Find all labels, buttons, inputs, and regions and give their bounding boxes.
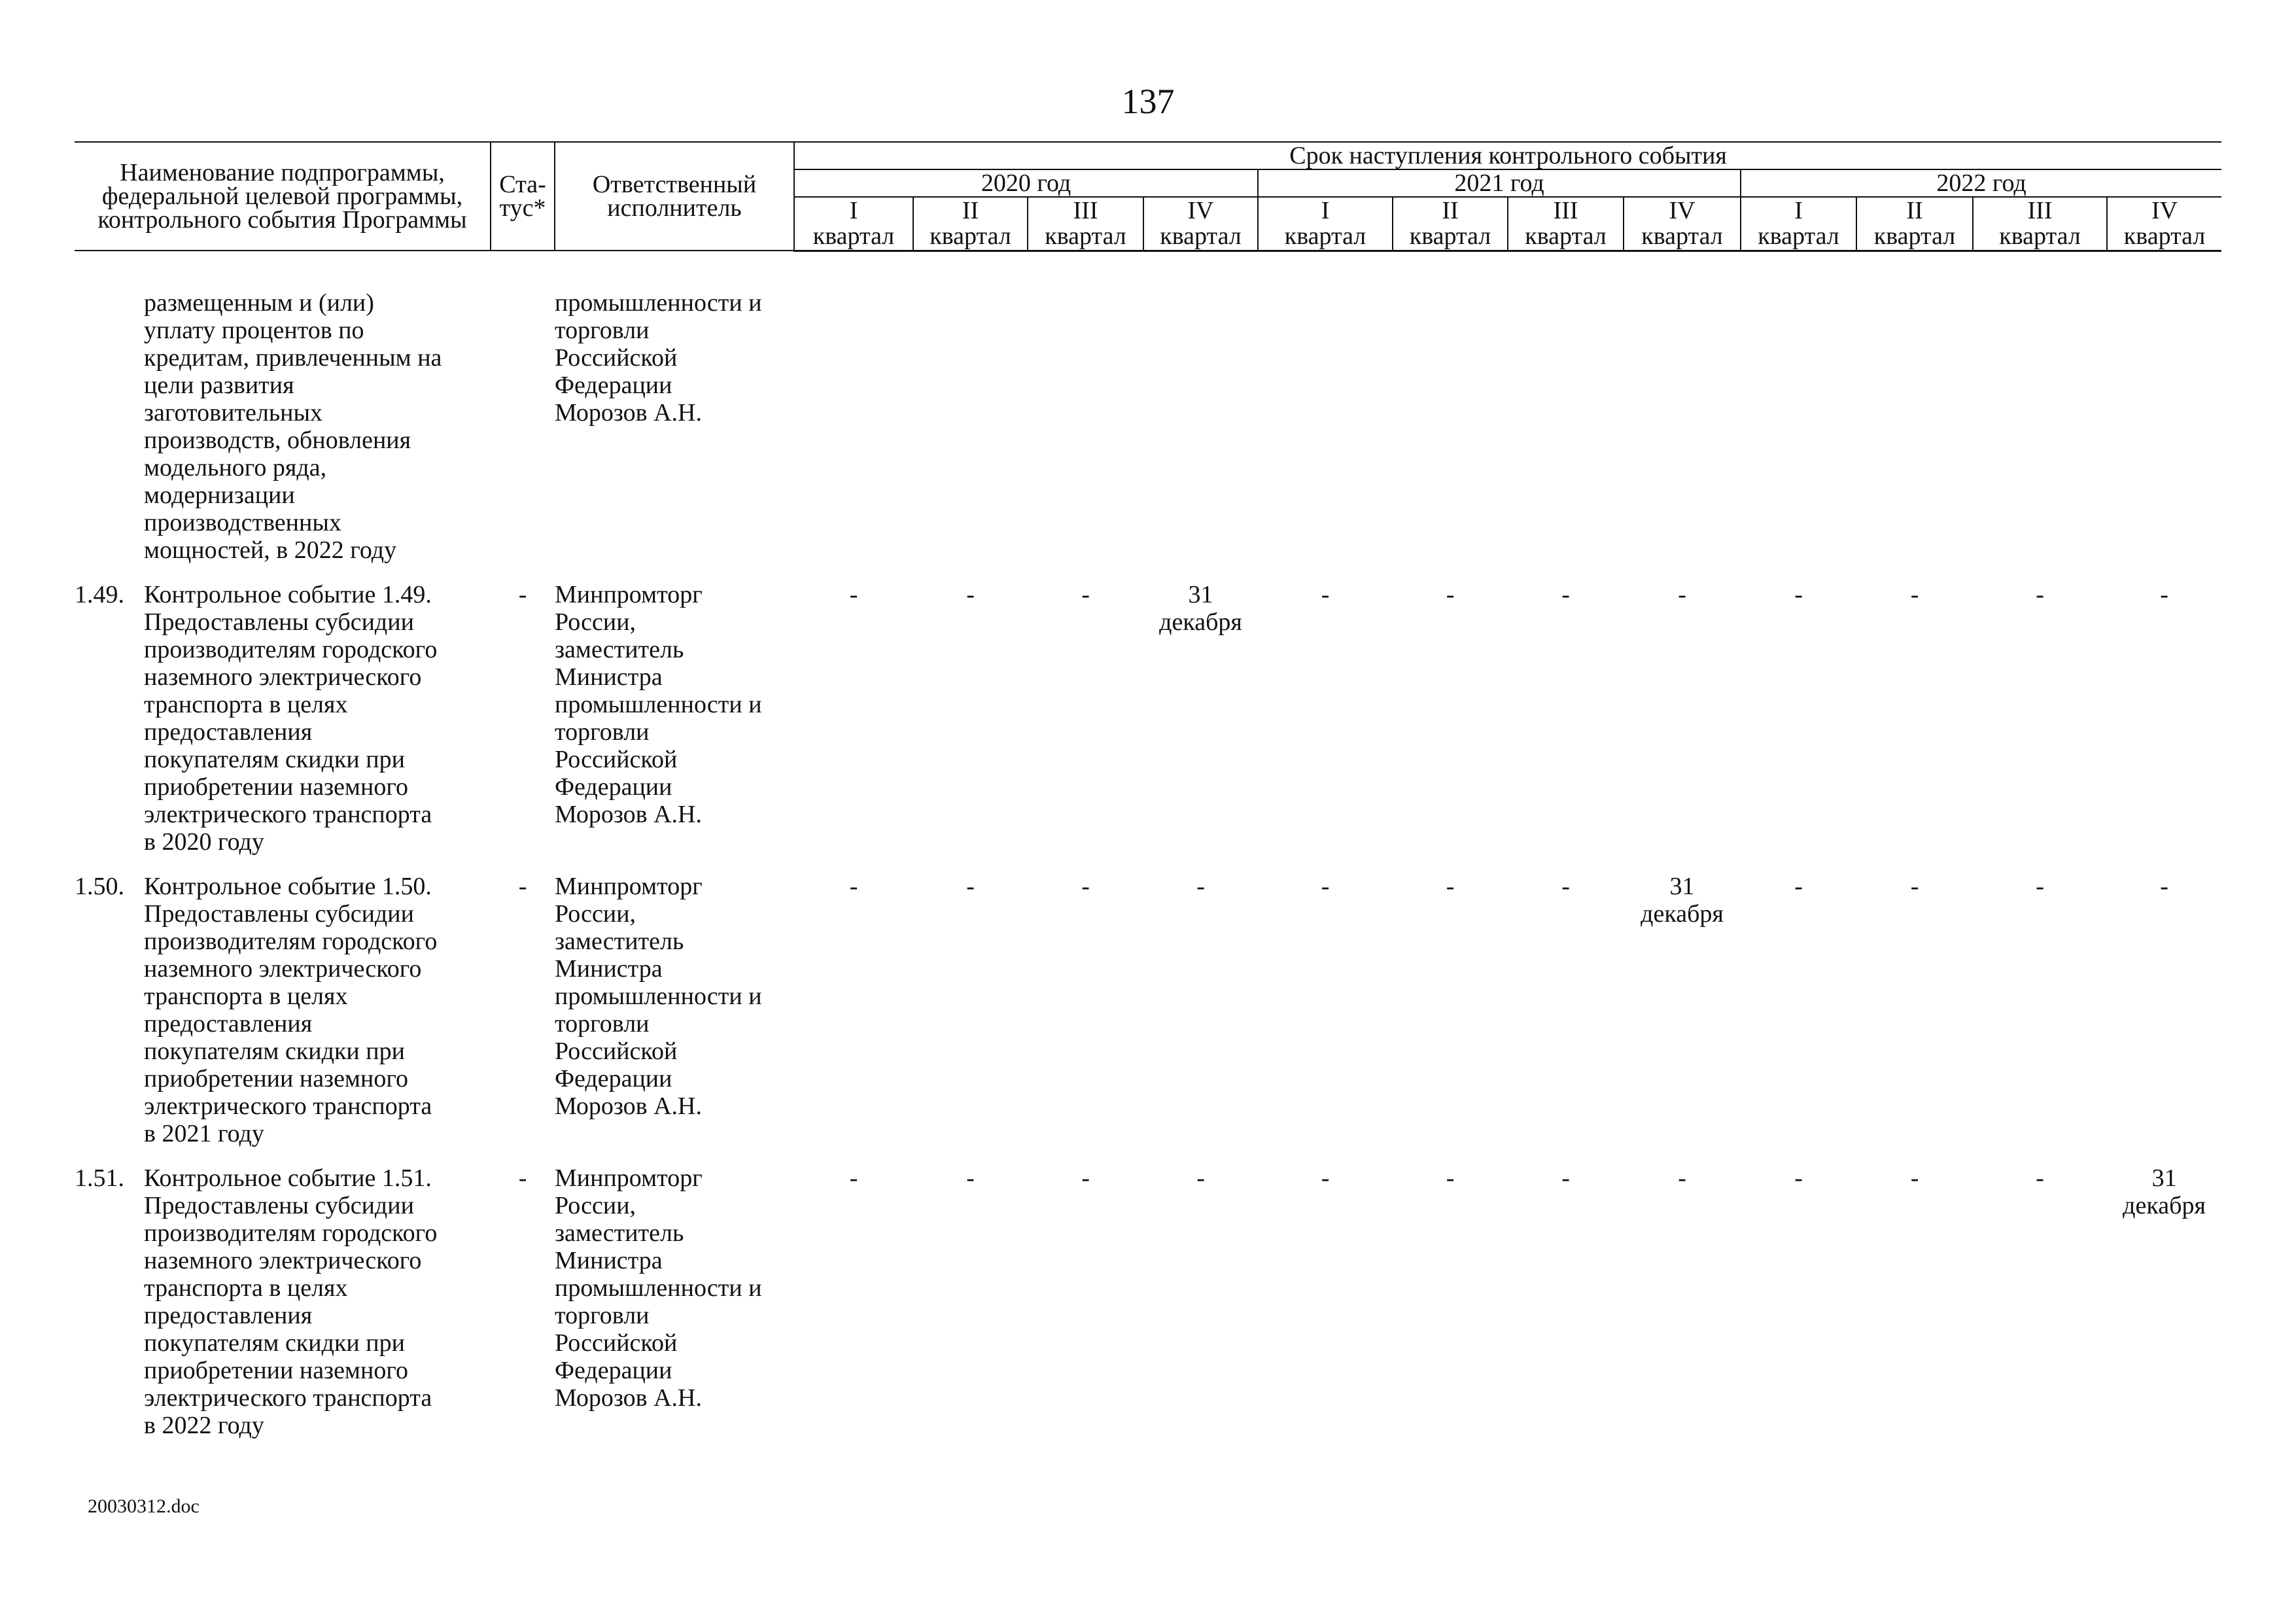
quarter-word: квартал — [794, 223, 913, 251]
event-name-line: приобретении наземного — [144, 1065, 408, 1092]
quarter-cell — [1741, 251, 1856, 577]
quarter-word: квартал — [913, 223, 1028, 251]
quarter-cell-line: декабря — [2123, 1192, 2206, 1219]
event-name-line: электрического транспорта — [144, 1092, 432, 1120]
quarter-cell: - — [1794, 1164, 1803, 1192]
event-name-line: в 2020 году — [144, 828, 264, 856]
event-name-line: приобретении наземного — [144, 1357, 408, 1384]
table-body — [75, 251, 2221, 1452]
event-name-line: приобретении наземного — [144, 773, 408, 801]
quarter-cell: - — [1561, 1164, 1570, 1192]
quarter-word: квартал — [1973, 223, 2107, 251]
quarter-cell — [1143, 251, 1258, 577]
executor-cell — [555, 869, 794, 1161]
event-name-line: электрического транспорта — [144, 801, 432, 828]
status-cell: - — [518, 1164, 527, 1192]
event-name-line: Предоставлены субсидии — [144, 608, 414, 636]
executor-header-line: Ответственный — [592, 171, 757, 198]
quarter-word: квартал — [2107, 223, 2221, 251]
quarter-cell — [2107, 1161, 2221, 1452]
event-name-line: Контрольное событие 1.51. — [144, 1164, 432, 1192]
event-name-line: модернизации — [144, 481, 295, 509]
executor-line: заместитель — [555, 1219, 684, 1247]
quarter-cell: - — [966, 581, 975, 608]
executor-line: Российской — [555, 1329, 678, 1357]
status-header-line: тус* — [499, 194, 546, 222]
event-name-line: Предоставлены субсидии — [144, 1192, 414, 1219]
quarter-numeral: IV — [1624, 197, 1741, 223]
quarter-numeral: II — [1393, 197, 1508, 223]
executor-cell — [555, 1161, 794, 1452]
quarter-cell: - — [2160, 581, 2168, 608]
quarter-cell: - — [1794, 581, 1803, 608]
executor-line: торговли — [555, 1010, 650, 1038]
quarter-cell: - — [1678, 1164, 1686, 1192]
quarter-cell-line: декабря — [1641, 900, 1724, 928]
executor-line: России, — [555, 1192, 636, 1219]
quarter-cell: - — [1446, 873, 1455, 900]
quarter-word: квартал — [1508, 223, 1624, 251]
event-name-line: производителям городского — [144, 1219, 438, 1247]
executor-line: Федерации — [555, 372, 672, 399]
event-name-line: уплату процентов по — [144, 317, 364, 344]
quarter-cell: - — [1446, 581, 1455, 608]
event-name-line: наземного электрического — [144, 955, 422, 983]
year-2022-header: 2022 год — [1741, 169, 2221, 197]
event-name-line: транспорта в целях — [144, 983, 348, 1010]
quarter-cell: - — [1321, 1164, 1330, 1192]
executor-line: заместитель — [555, 636, 684, 663]
executor-line: Федерации — [555, 1357, 672, 1384]
table-row — [75, 869, 2221, 1161]
quarter-cell: - — [1081, 873, 1090, 900]
executor-header-line: исполнитель — [607, 194, 742, 222]
quarter-cell — [2107, 251, 2221, 577]
executor-line: Российской — [555, 746, 678, 773]
quarter-word: квартал — [1624, 223, 1741, 251]
quarter-cell: - — [1081, 581, 1090, 608]
name-header-line: федеральной целевой программы, — [101, 183, 463, 210]
executor-line: торговли — [555, 1302, 650, 1329]
name-column-header — [75, 142, 491, 251]
name-header-line: Наименование подпрограммы, — [120, 159, 445, 186]
status-cell: - — [518, 581, 527, 608]
quarter-cell — [794, 251, 913, 577]
quarter-cell: - — [1794, 873, 1803, 900]
quarter-cell-line: 31 — [2151, 1164, 2177, 1192]
quarter-cell: - — [1196, 873, 1205, 900]
year-2020-header: 2020 год — [794, 169, 1258, 197]
quarter-cell — [1508, 251, 1624, 577]
executor-line: Минпромторг — [555, 1164, 703, 1192]
quarter-word: квартал — [1393, 223, 1508, 251]
quarter-cell: - — [1081, 1164, 1090, 1192]
quarter-cell — [1143, 577, 1258, 869]
status-cell: - — [518, 873, 527, 900]
event-name-line: предоставления — [144, 1302, 313, 1329]
quarter-cell: - — [2036, 581, 2044, 608]
quarter-cell: - — [2036, 873, 2044, 900]
executor-line: заместитель — [555, 928, 684, 955]
event-name-line: покупателям скидки при — [144, 746, 405, 773]
event-name-line: мощностей, в 2022 году — [144, 536, 397, 564]
event-name — [144, 577, 491, 869]
event-name-line: размещенным и (или) — [144, 289, 374, 317]
quarter-word: квартал — [1028, 223, 1143, 251]
quarter-numeral: IV — [1143, 197, 1258, 223]
quarter-word: квартал — [1741, 223, 1856, 251]
event-name-line: покупателям скидки при — [144, 1329, 405, 1357]
quarter-cell-line: декабря — [1159, 608, 1242, 636]
quarter-numeral: II — [1856, 197, 1973, 223]
event-name-line: покупателям скидки при — [144, 1038, 405, 1065]
quarter-cell — [913, 251, 1028, 577]
quarter-cell — [1028, 251, 1143, 577]
event-name-line: производителям городского — [144, 928, 438, 955]
status-column-header — [491, 142, 555, 251]
quarter-cell: - — [849, 873, 858, 900]
status-header-line: Ста- — [499, 171, 546, 198]
quarter-cell-line: 31 — [1188, 581, 1213, 608]
quarter-cell — [1856, 251, 1973, 577]
quarter-cell: - — [1321, 873, 1330, 900]
executor-line: промышленности и — [555, 691, 762, 718]
executor-line: торговли — [555, 718, 650, 746]
quarter-cell: - — [1196, 1164, 1205, 1192]
quarter-numeral: I — [1741, 197, 1856, 223]
executor-line: Федерации — [555, 773, 672, 801]
quarter-cell: - — [1446, 1164, 1455, 1192]
event-name-line: заготовительных — [144, 399, 323, 427]
row-number: 1.49. — [75, 581, 124, 608]
executor-line: России, — [555, 900, 636, 928]
event-name-line: предоставления — [144, 1010, 313, 1038]
executor-line: Морозов А.Н. — [555, 1384, 702, 1412]
quarter-cell: - — [1910, 1164, 1919, 1192]
executor-cell — [555, 577, 794, 869]
status-cell — [491, 251, 555, 577]
event-name-line: электрического транспорта — [144, 1384, 432, 1412]
event-name-line: транспорта в целях — [144, 1274, 348, 1302]
event-name-line: Предоставлены субсидии — [144, 900, 414, 928]
event-name-line: цели развития — [144, 372, 294, 399]
table-row — [75, 577, 2221, 869]
event-name-line: кредитам, привлеченным на — [144, 344, 442, 372]
table-row — [75, 1161, 2221, 1452]
quarter-cell — [1624, 869, 1741, 1161]
event-name-line: производств, обновления — [144, 427, 411, 454]
executor-line: Федерации — [555, 1065, 672, 1092]
executor-line: Морозов А.Н. — [555, 801, 702, 828]
executor-line: Российской — [555, 1038, 678, 1065]
row-number: 1.51. — [75, 1164, 124, 1192]
quarter-word: квартал — [1856, 223, 1973, 251]
quarter-cell: - — [1910, 581, 1919, 608]
quarter-cell: - — [2036, 1164, 2044, 1192]
event-name-line: производственных — [144, 509, 341, 536]
executor-line: Министра — [555, 663, 663, 691]
executor-line: Министра — [555, 1247, 663, 1274]
name-header-line: контрольного события Программы — [97, 206, 467, 234]
quarter-cell: - — [966, 873, 975, 900]
quarter-cell: - — [1678, 581, 1686, 608]
event-name-line: Контрольное событие 1.49. — [144, 581, 432, 608]
quarter-cell: - — [1561, 581, 1570, 608]
executor-line: России, — [555, 608, 636, 636]
executor-line: торговли — [555, 317, 650, 344]
quarter-cell: - — [849, 581, 858, 608]
executor-line: промышленности и — [555, 983, 762, 1010]
event-name-line: в 2022 году — [144, 1412, 264, 1439]
quarter-cell — [1973, 251, 2107, 577]
event-name-line: транспорта в целях — [144, 691, 348, 718]
table-row — [75, 251, 2221, 577]
executor-line: Минпромторг — [555, 581, 703, 608]
table-header — [75, 142, 2221, 251]
quarter-numeral: III — [1508, 197, 1624, 223]
quarter-word: квартал — [1258, 223, 1393, 251]
executor-line: Министра — [555, 955, 663, 983]
year-2021-header: 2021 год — [1258, 169, 1741, 197]
quarter-numeral: III — [1028, 197, 1143, 223]
executor-line: Морозов А.Н. — [555, 399, 702, 427]
executor-line: промышленности и — [555, 289, 762, 317]
quarter-cell: - — [966, 1164, 975, 1192]
event-name-line: производителям городского — [144, 636, 438, 663]
quarter-cell — [1624, 251, 1741, 577]
event-name-line: модельного ряда, — [144, 454, 327, 481]
event-name — [144, 1161, 491, 1452]
quarter-cell: - — [1561, 873, 1570, 900]
quarter-cell: - — [1321, 581, 1330, 608]
executor-line: Российской — [555, 344, 678, 372]
footer-filename: 20030312.doc — [88, 1495, 200, 1517]
quarter-numeral: I — [794, 197, 913, 223]
quarter-cell: - — [2160, 873, 2168, 900]
deadline-header: Срок наступления контрольного события — [794, 142, 2221, 169]
quarter-cell — [1393, 251, 1508, 577]
page-number: 137 — [1121, 82, 1175, 121]
row-number: 1.50. — [75, 873, 124, 900]
event-name-line: Контрольное событие 1.50. — [144, 873, 432, 900]
event-name-line: в 2021 году — [144, 1120, 264, 1147]
quarter-numeral: II — [913, 197, 1028, 223]
quarter-numeral: I — [1258, 197, 1393, 223]
quarter-numeral: IV — [2107, 197, 2221, 223]
control-events-table — [75, 141, 2221, 1452]
quarter-cell-line: 31 — [1669, 873, 1695, 900]
quarter-cell — [1258, 251, 1393, 577]
row-number — [75, 251, 144, 577]
quarter-cell: - — [1910, 873, 1919, 900]
quarter-numeral: III — [1973, 197, 2107, 223]
quarter-cell: - — [849, 1164, 858, 1192]
executor-line: промышленности и — [555, 1274, 762, 1302]
event-name-line: наземного электрического — [144, 663, 422, 691]
event-name — [144, 251, 491, 577]
event-name-line: предоставления — [144, 718, 313, 746]
quarter-word: квартал — [1143, 223, 1258, 251]
executor-line: Морозов А.Н. — [555, 1092, 702, 1120]
executor-cell — [555, 251, 794, 577]
executor-line: Минпромторг — [555, 873, 703, 900]
event-name — [144, 869, 491, 1161]
event-name-line: наземного электрического — [144, 1247, 422, 1274]
executor-column-header — [555, 142, 794, 251]
